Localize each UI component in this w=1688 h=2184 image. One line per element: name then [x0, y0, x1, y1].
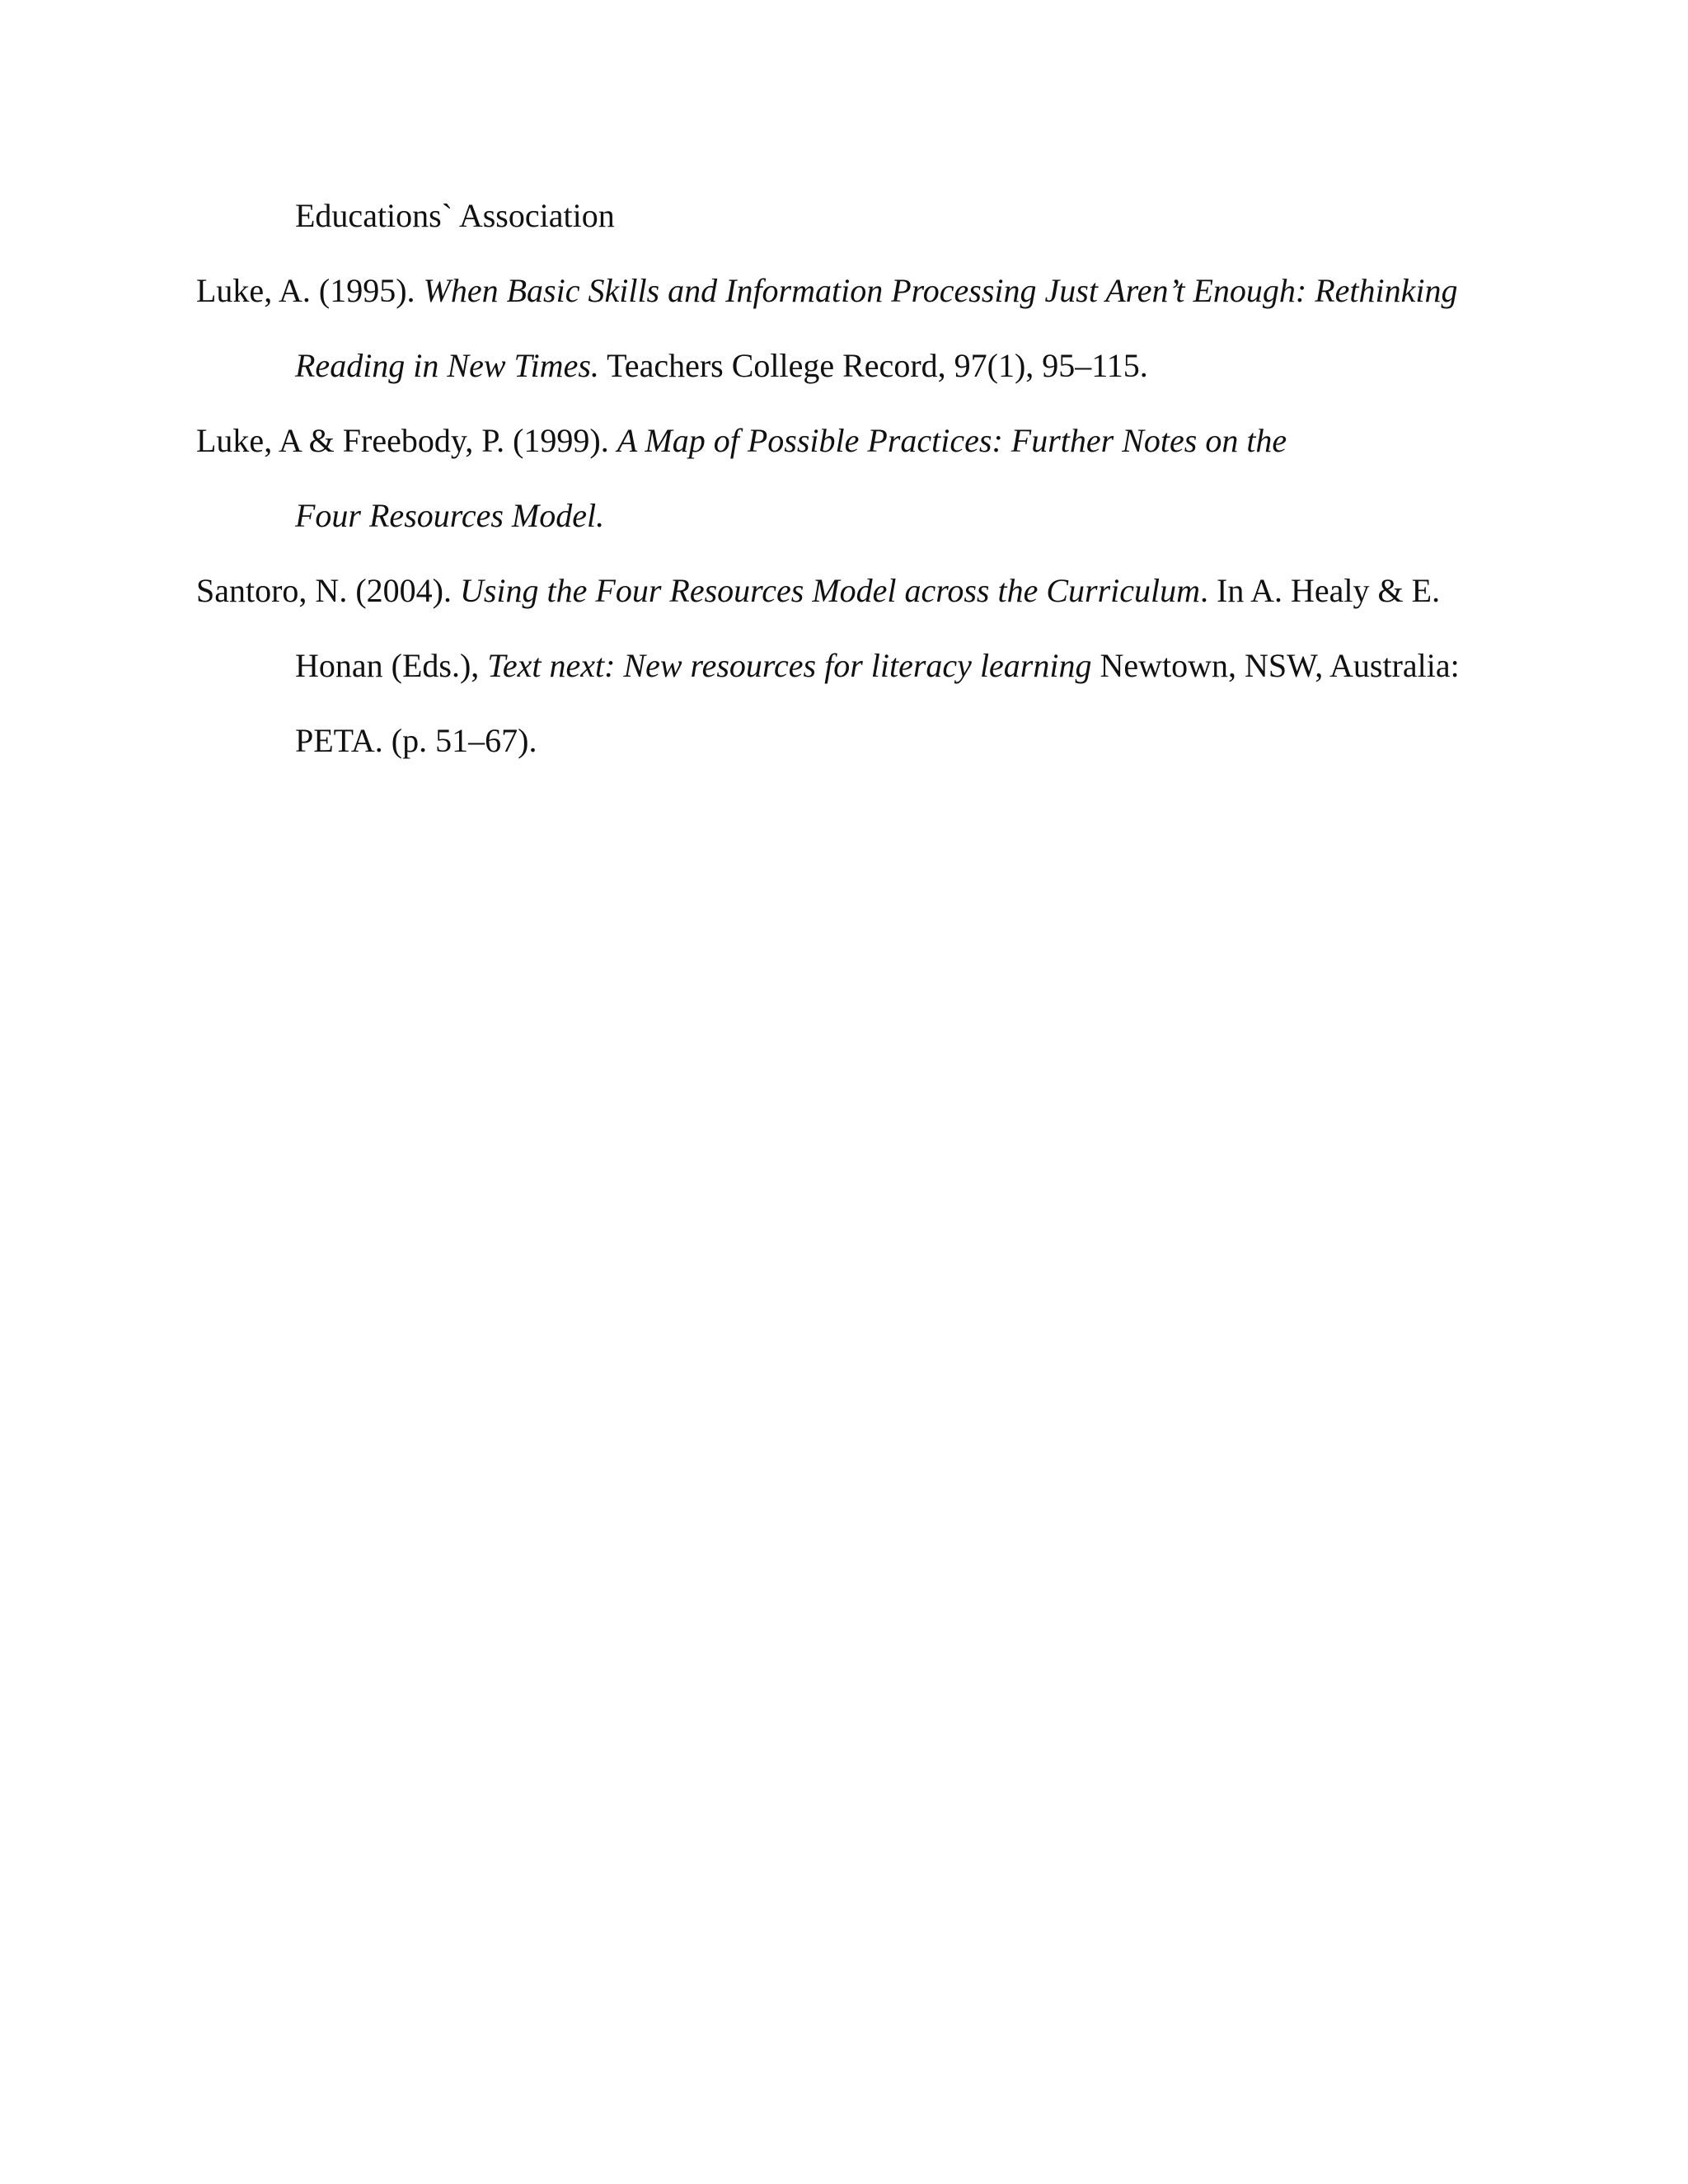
- publisher-pages: PETA. (p. 51–67).: [295, 722, 537, 759]
- reference-luke-1995-line2: [295, 345, 1148, 387]
- reference-luke-freebody-1999-line1: [196, 420, 1287, 462]
- editors: . In A. Healy & E.: [1200, 572, 1441, 609]
- reference-santoro-2004-line1: [196, 570, 1440, 612]
- article-title-cont: Four Resources Model.: [295, 497, 605, 534]
- reference-continuation: [295, 195, 615, 237]
- publisher-location: Newtown, NSW, Australia:: [1091, 647, 1460, 684]
- journal-source: Teachers College Record, 97(1), 95–115.: [598, 347, 1148, 384]
- reference-santoro-2004-line2: [295, 645, 1460, 687]
- article-title: When Basic Skills and Information Processing Just Aren’t Enough: Rethinking: [423, 272, 1458, 309]
- author-year: Santoro, N. (2004).: [196, 572, 460, 609]
- author-year: Luke, A & Freebody, P. (1999).: [196, 422, 617, 459]
- author-year: Luke, A. (1995).: [196, 272, 424, 309]
- reference-luke-freebody-1999-line2: [295, 495, 604, 537]
- article-title: A Map of Possible Practices: Further Notes on the: [617, 422, 1287, 459]
- editors-cont: Honan (Eds.),: [295, 647, 488, 684]
- book-title: Text next: New resources for literacy learning: [487, 647, 1092, 684]
- article-title-cont: Reading in New Times.: [295, 347, 599, 384]
- reference-luke-1995-line1: [196, 270, 1458, 312]
- continuation-text: Educations` Association: [295, 197, 615, 234]
- chapter-title: Using the Four Resources Model across the Curriculum: [459, 572, 1201, 609]
- reference-santoro-2004-line3: [295, 720, 537, 762]
